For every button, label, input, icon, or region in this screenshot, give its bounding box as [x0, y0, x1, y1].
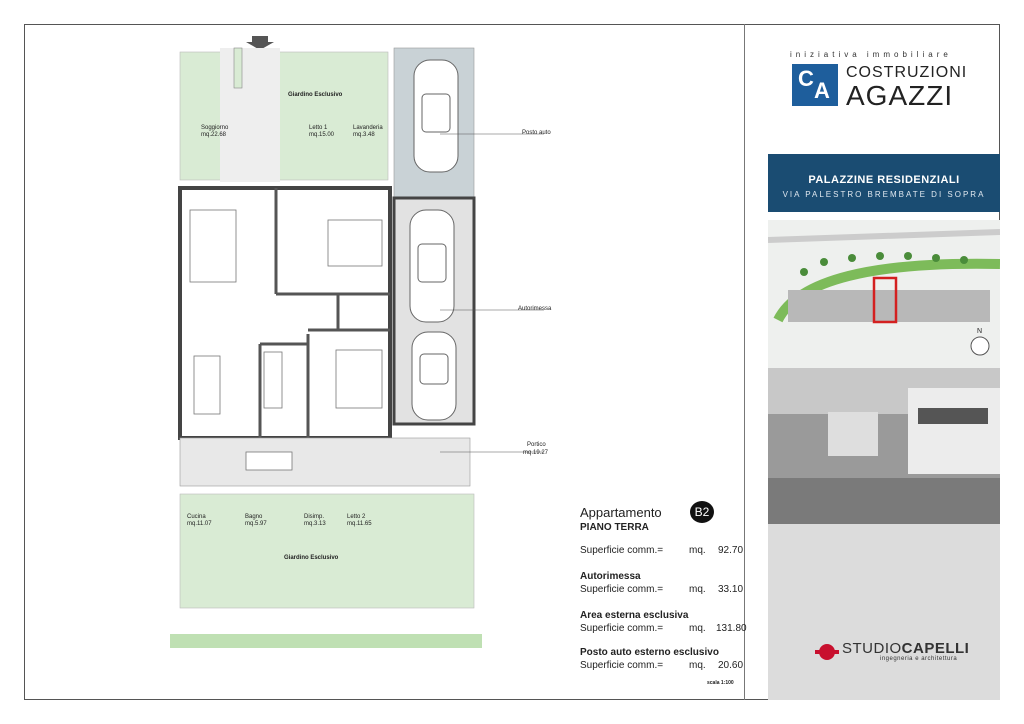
row-2-value: 33.10 [718, 584, 744, 595]
row-1-label: Superficie comm.= [580, 545, 664, 556]
row-4-heading: Posto auto esterno esclusivo [580, 647, 719, 658]
label-letto1: Letto 1 [309, 125, 328, 131]
entrance-arrow-icon [246, 36, 274, 50]
row-2-label: Superficie comm.= [580, 584, 664, 595]
apartment-code-badge: B2 [690, 501, 714, 523]
row-4-value: 20.60 [718, 660, 744, 671]
label-cucina-area: mq.11.07 [187, 521, 212, 527]
label-giardino-bottom: Giardino Esclusivo [284, 555, 339, 561]
row-3-label: Superficie comm.= [580, 623, 664, 634]
label-giardino-top: Giardino Esclusivo [288, 92, 343, 98]
row-2-heading: Autorimessa [580, 571, 641, 582]
studio-logo-icon [815, 640, 839, 664]
studio-name-light: STUDIO [842, 640, 902, 657]
apartment-floor: PIANO TERRA [580, 522, 649, 533]
apartment-title: Appartamento [580, 505, 662, 520]
label-lavanderia-area: mq.3.48 [353, 132, 375, 138]
label-lavanderia: Lavanderia [353, 125, 383, 131]
row-3-value: 131.80 [716, 623, 747, 634]
label-bagno: Bagno [245, 514, 263, 520]
row-1-value: 92.70 [718, 545, 744, 556]
logo-letter-a: A [814, 78, 830, 103]
label-letto2-area: mq.11.65 [347, 521, 372, 527]
studio-subtitle: ingegneria e architettura [880, 656, 958, 662]
compass-icon [971, 337, 989, 355]
label-disimp: Disimp. [304, 514, 325, 520]
row-1-unit: mq. [689, 545, 706, 556]
logo-letter-c: C [798, 66, 814, 91]
brand-logo [792, 64, 838, 106]
label-cucina: Cucina [187, 514, 206, 520]
lower-panel [768, 524, 1000, 700]
label-soggiorno-area: mq.22.68 [201, 132, 227, 138]
label-soggiorno: Soggiorno [201, 125, 229, 131]
brand-name-line-2: AGAZZI [846, 80, 954, 111]
callout-posto-auto: Posto auto [522, 130, 551, 136]
callout-portico: Portico [527, 442, 546, 448]
row-4-unit: mq. [689, 660, 706, 671]
row-3-unit: mq. [689, 623, 706, 634]
label-disimp-area: mq.3.13 [304, 521, 326, 527]
studio-name [842, 640, 969, 657]
project-subtitle: VIA PALESTRO BREMBATE DI SOPRA [782, 190, 986, 199]
scale-label: scala 1:100 [707, 680, 734, 686]
row-2-unit: mq. [689, 584, 706, 595]
label-letto2: Letto 2 [347, 514, 366, 520]
row-4-label: Superficie comm.= [580, 660, 664, 671]
project-title: PALAZZINE RESIDENZIALI [808, 174, 960, 186]
callout-lines [440, 120, 550, 460]
north-label: N [977, 328, 983, 335]
row-3-heading: Area esterna esclusiva [580, 610, 689, 621]
sheet-divider [744, 24, 745, 700]
callout-portico-area: mq.19.27 [523, 450, 549, 456]
brand-name-line-1: COSTRUZIONI [846, 64, 968, 81]
label-letto1-area: mq.15.00 [309, 132, 335, 138]
rendering-photo [768, 368, 1000, 524]
site-map [768, 220, 1000, 368]
studio-name-bold: CAPELLI [901, 640, 970, 657]
callout-autorimessa: Autorimessa [518, 306, 552, 312]
label-bagno-area: mq.5.97 [245, 521, 267, 527]
brand-tagline: iniziativa immobiliare [790, 50, 952, 59]
